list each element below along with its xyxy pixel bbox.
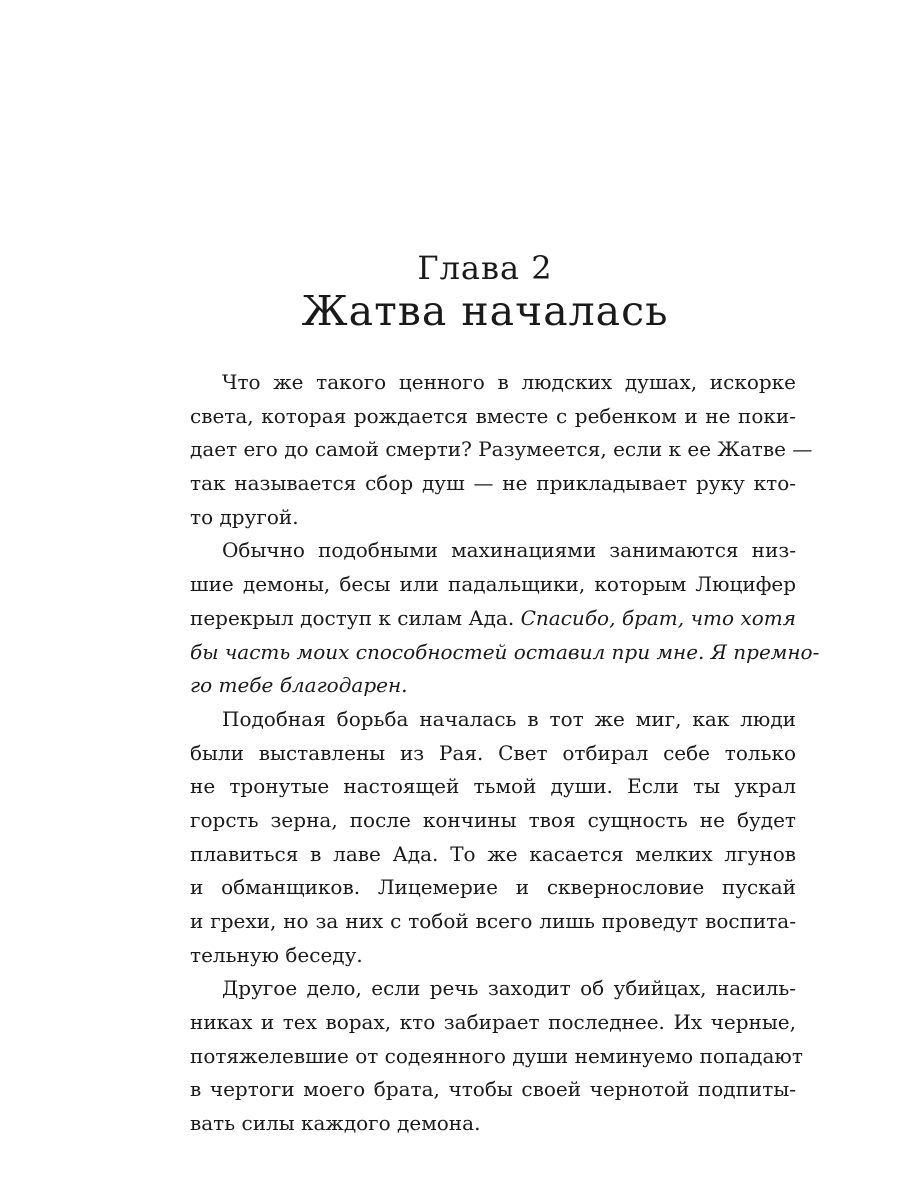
text-line (190, 501, 796, 535)
text-line (190, 467, 796, 501)
line-text: тельную беседу. (190, 942, 363, 967)
line-text: никах и тех ворах, кто забирает последнее. Их черные, (190, 1010, 796, 1035)
line-text: и обманщиков. Лицемерие и сквернословие пускай (190, 875, 796, 900)
line-italic-text: Спасибо, брат, что хотя (520, 605, 796, 630)
line-text: так называется сбор душ — не прикладывает руку кто- (190, 471, 796, 496)
line-text: потяжелевшие от содеянного души неминуемо попадают (190, 1043, 803, 1068)
line-text: были выставлены из Рая. Свет отбирал себе только (190, 740, 796, 765)
line-text: Что же такого ценного в людских душах, искорке (222, 370, 796, 394)
paragraph (190, 366, 813, 534)
line-text: и грехи, но за них с тобой всего лишь проведут воспита- (190, 909, 796, 933)
text-line (190, 636, 820, 670)
text-line (190, 433, 813, 467)
text-line (190, 737, 796, 771)
text-line (190, 568, 796, 602)
line-text: перекрыл доступ к силам Ада. (190, 605, 521, 630)
text-line (190, 871, 796, 905)
line-text: Другое дело, если речь заходит об убийцах, насиль- (222, 976, 796, 1001)
text-line (190, 366, 796, 400)
text-line (190, 770, 796, 804)
line-text: шие демоны, бесы или падальщики, которым Люцифер (190, 572, 796, 597)
text-line (190, 534, 796, 568)
line-italic-text: го тебе благодарен. (190, 673, 408, 698)
text-line (190, 905, 796, 939)
text-line (190, 838, 796, 872)
line-text: плавиться в лаве Ада. То же касается мелких лгунов (190, 841, 796, 866)
paragraph (190, 534, 820, 702)
text-line (190, 1006, 796, 1040)
chapter-number: Глава 2 (417, 249, 553, 287)
text-line (190, 939, 796, 973)
line-text: света, которая рождается вместе с ребенком и не поки- (190, 403, 796, 428)
text-line (190, 1040, 803, 1074)
line-text: Подобная борьба началась в тот же миг, как люди (222, 706, 796, 731)
text-line (190, 804, 796, 838)
text-line (190, 602, 796, 636)
line-text: Обычно подобными махинациями занимаются низ- (222, 538, 796, 563)
text-line (190, 669, 796, 703)
text-line (190, 400, 796, 434)
text-line (190, 1073, 796, 1107)
chapter-body (190, 366, 820, 1141)
paragraph (190, 703, 796, 973)
chapter-title: Жатва началась (301, 287, 669, 335)
line-text: вать силы каждого демона. (190, 1111, 481, 1136)
line-italic-text: бы часть моих способностей оставил при мне. Я премно- (190, 639, 820, 664)
text-line (190, 972, 796, 1006)
paragraph (190, 972, 803, 1140)
line-text: не тронутые настоящей тьмой души. Если ты украл (190, 774, 796, 799)
line-text: горсть зерна, после кончины твоя сущность не будет (190, 807, 796, 832)
line-text: дает его до самой смерти? Разумеется, если к ее Жатве — (190, 437, 813, 462)
line-text: в чертоги моего брата, чтобы своей чернотой подпиты- (190, 1077, 796, 1102)
text-line (190, 703, 796, 737)
text-line (190, 1107, 796, 1141)
line-text: то другой. (190, 504, 299, 529)
